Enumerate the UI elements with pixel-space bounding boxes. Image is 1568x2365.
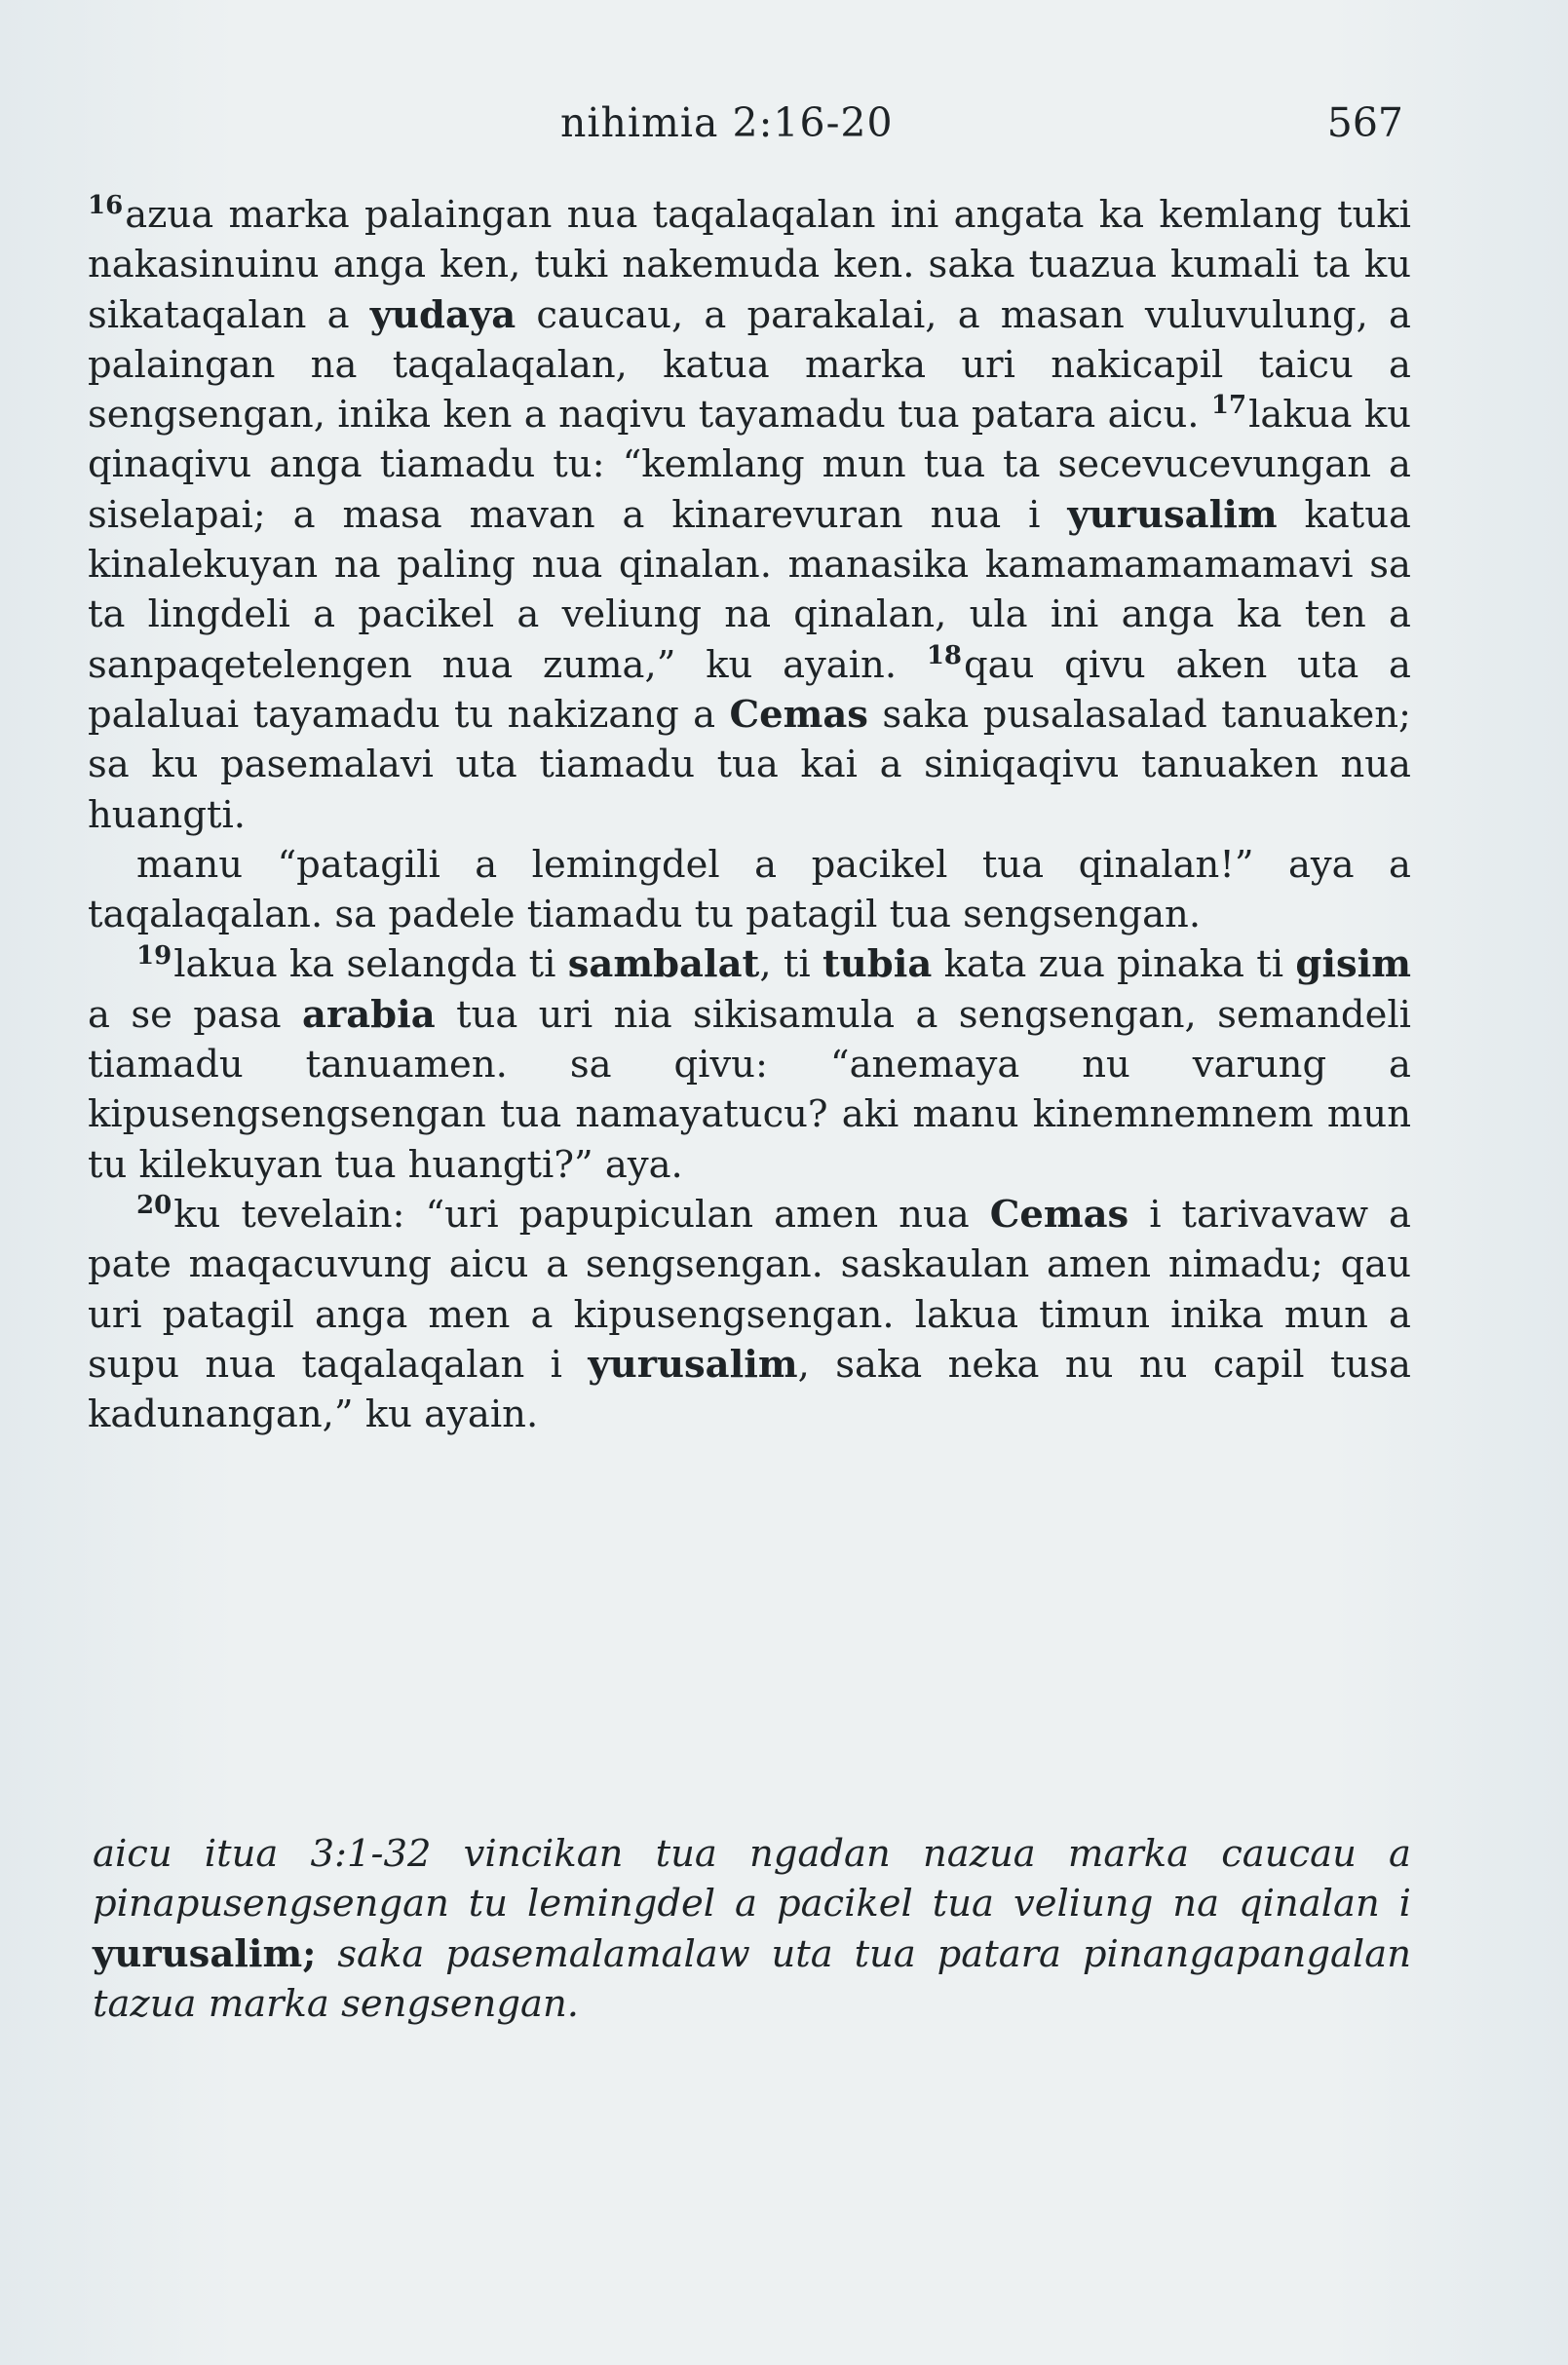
text-run: azua marka palaingan nua taqalaqalan ini angata ka kemlang tuki nakasinuinu anga ken, tuki nakemuda ken. saka tuazua kumali ta ku sikataqalan a <box>88 193 1411 337</box>
text-run: caucau, a parakalai, a masan vuluvulung, a palaingan na taqalaqalan, katua marka uri nakicapil taicu a sengsengan, inika ken a naqivu tayamadu tua patara aicu. <box>88 292 1411 438</box>
text-run: lakua ka selangda ti <box>173 942 568 987</box>
text-run: a se pasa <box>88 992 302 1037</box>
text-run: katua kinalekuyan na paling nua qinalan. manasika kamamamamamavi sa ta lingdeli a pacikel a veliung na qinalan, ula ini anga ka ten a sanpaqetelengen nua zuma,” ku ayain. <box>88 492 1412 687</box>
text-run: lakua ku qinaqivu anga tiamadu tu: “kemlang mun tua ta secevucevungan a siselapai; a masa mavan a kinarevuran nua i <box>88 393 1411 537</box>
proper-noun: sambalat <box>567 942 760 987</box>
text-run: kata zua pinaka ti <box>932 942 1296 987</box>
text-run: manu “patagili a lemingdel a pacikel tua qinalan!” aya a taqalaqalan. sa padele tiamadu tu patagil tua sengsengan. <box>88 842 1411 937</box>
proper-noun: tubia <box>822 942 933 987</box>
paragraph <box>88 1190 1411 1439</box>
text-run: i tarivavaw a pate maqacuvung aicu a sengsengan. saskaulan amen nimadu; qau uri patagil anga men a kipusengsengan. lakua timun inika mun a supu nua taqalaqalan i <box>88 1192 1412 1387</box>
text-run: aicu itua 3:1-32 vincikan tua ngadan nazua marka caucau a pinapusengsengan tu lemingdel a pacikel tua veliung na qinalan i <box>93 1832 1411 1926</box>
proper-noun: Cemas <box>989 1192 1129 1237</box>
text-run: tua uri nia sikisamula a sengsengan, semandeli tiamadu tanuamen. sa qivu: “anemaya nu varung a kipusengsengsengan tua namayatucu? aki manu kinemnemnem mun tu kilekuyan tua huangti?” aya. <box>88 992 1411 1187</box>
verse-number: 20 <box>136 1191 172 1221</box>
proper-noun: yurusalim <box>1067 492 1278 537</box>
section-summary <box>93 1829 1411 2029</box>
proper-noun: yurusalim; <box>93 1931 317 1976</box>
proper-noun: arabia <box>302 992 436 1037</box>
text-run: saka pasemalamalaw uta tua patara pinangapangalan tazua marka sengsengan. <box>93 1931 1411 2026</box>
proper-noun: gisim <box>1295 942 1411 987</box>
verse-number: 19 <box>136 940 172 971</box>
proper-noun: Cemas <box>729 692 868 737</box>
proper-noun: yurusalim <box>588 1342 798 1387</box>
page-number: 567 <box>1326 99 1403 146</box>
text-run: saka pusalasalad tanuaken; sa ku pasemalavi uta tiamadu tua kai a siniqaqivu tanuaken nua huangti. <box>88 692 1411 837</box>
page-header <box>88 90 1403 158</box>
text-run: , saka neka nu nu capil tusa kadunangan,” ku ayain. <box>88 1342 1411 1437</box>
text-run: ku tevelain: “uri papupiculan amen nua <box>173 1192 990 1237</box>
paragraph <box>88 190 1411 840</box>
verse-number: 18 <box>926 640 963 670</box>
verse-number: 16 <box>88 191 124 221</box>
body-text <box>88 190 1411 1439</box>
running-head: nihimia 2:16-20 <box>560 99 894 146</box>
proper-noun: yudaya <box>369 292 516 337</box>
text-run: , ti <box>759 942 822 987</box>
verse-number: 17 <box>1210 391 1247 421</box>
paragraph <box>88 939 1411 1189</box>
paragraph <box>88 840 1411 940</box>
text-run: qau qivu aken uta a palaluai tayamadu tu nakizang a <box>88 642 1412 737</box>
